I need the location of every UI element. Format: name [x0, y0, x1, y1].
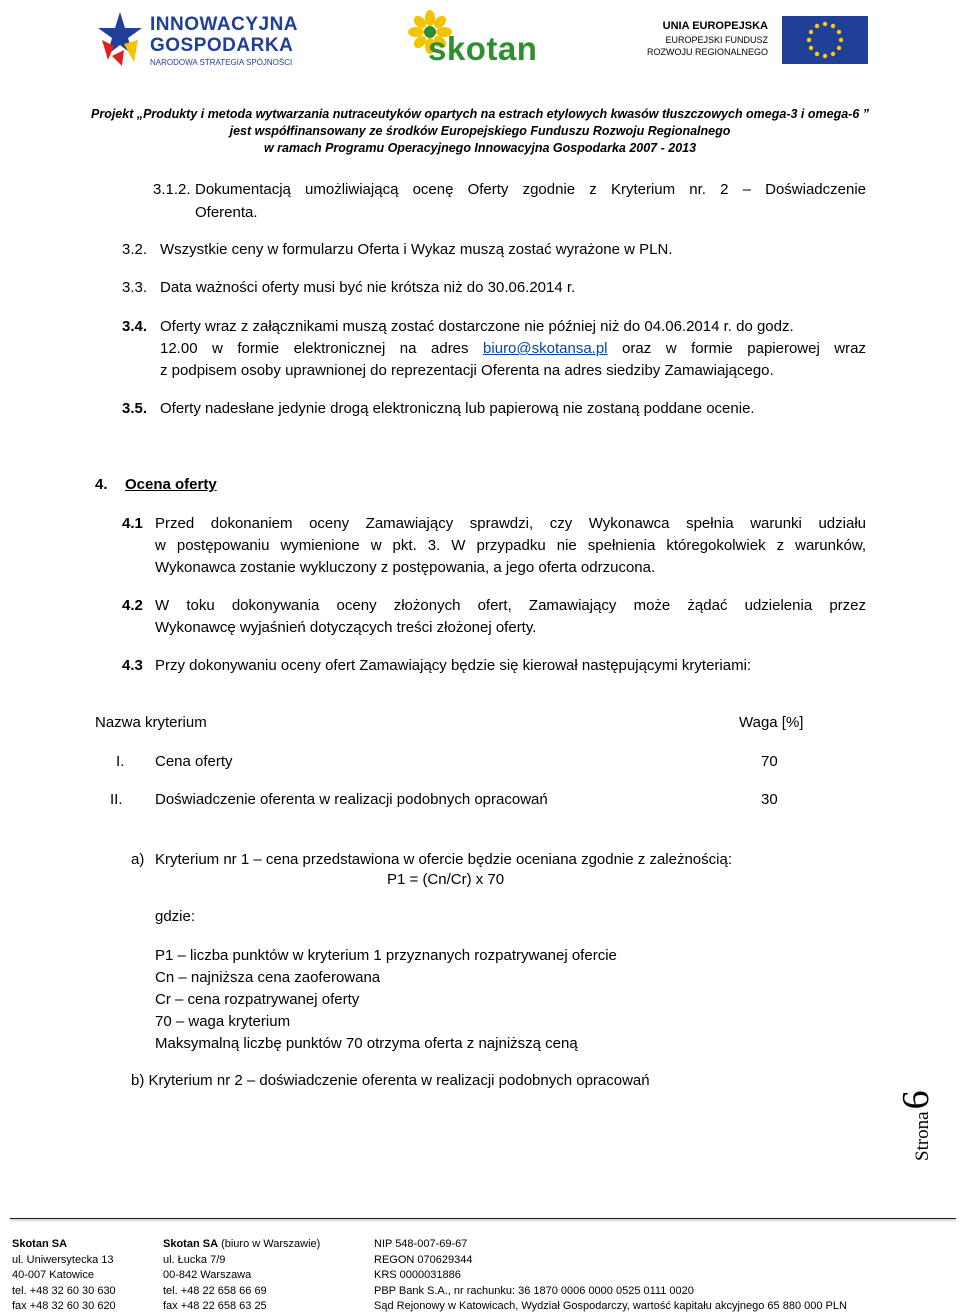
- logo-innowacyjna-line1: INNOWACYJNA: [150, 14, 299, 35]
- criterion-b-text: b) Kryterium nr 2 – doświadczenie oferenta w realizacji podobnych opracowań: [131, 1072, 650, 1089]
- project-line-1: Projekt „Produkty i metoda wytwarzania nutraceutyków opartych na estrach etylowych kwasów tłuszczowych omega-3 i omega-6 ”: [91, 107, 869, 121]
- table-row-2-weight: 30: [761, 791, 778, 808]
- table-row-2-name: Doświadczenie oferenta w realizacji podobnych opracowań: [155, 791, 548, 808]
- page-marker: [886, 1065, 946, 1161]
- criterion-a-text: Kryterium nr 1 – cena przedstawiona w ofercie będzie oceniana zgodnie z zależnością:: [155, 851, 732, 868]
- section-4-2-line1: W toku dokonywania oceny złożonych ofert, Zamawiający może żądać udzielenia przez: [155, 597, 866, 614]
- section-4-2-number: 4.2: [122, 597, 143, 614]
- footer-phone: tel. +48 32 60 30 630: [12, 1284, 116, 1297]
- section-3-2-text: Wszystkie ceny w formularzu Oferta i Wykaz muszą zostać wyrażone w PLN.: [160, 241, 673, 258]
- innowacyjna-emblem-icon: [94, 10, 146, 68]
- section-3-4-number: 3.4.: [122, 318, 148, 335]
- footer-address-street: ul. Uniwersytecka 13: [12, 1253, 114, 1266]
- section-3-1-2-line2: Oferenta.: [195, 204, 258, 221]
- logo-unia-europejska: [646, 16, 868, 66]
- logo-innowacyjna-gospodarka: [94, 8, 304, 70]
- section-3-4-line2-end: oraz w formie papierowej wraz: [607, 340, 866, 357]
- table-header-weight: Waga [%]: [739, 714, 804, 731]
- footer-warsaw-title: [163, 1237, 320, 1253]
- section-4-3-text: Przy dokonywaniu oceny ofert Zamawiający będzie się kierował następującymi kryteriami:: [155, 657, 752, 674]
- footer-warsaw-phone: tel. +48 22 658 66 69: [163, 1284, 267, 1297]
- section-4-number: 4.: [95, 476, 108, 493]
- logo-innowacyjna-line3: NARODOWA STRATEGIA SPÓJNOŚCI: [150, 58, 293, 67]
- footer-warsaw-suffix: (biuro w Warszawie): [218, 1238, 321, 1250]
- logo-innowacyjna-line2: GOSPODARKA: [150, 35, 294, 56]
- section-3-3-text: Data ważności oferty musi być nie krótsza niż do 30.06.2014 r.: [160, 279, 576, 296]
- table-row-2-number: II.: [110, 791, 123, 808]
- section-4-2-line2: Wykonawcę wyjaśnień dotyczących treści złożonej oferty.: [155, 619, 537, 636]
- page-marker-label: Strona: [912, 1111, 933, 1161]
- section-3-4-line1: Oferty wraz z załącznikami muszą zostać dostarczone nie później niż do 04.06.2014 r. do godz.: [160, 318, 794, 335]
- section-3-2-number: 3.2.: [122, 241, 148, 258]
- section-3-3-number: 3.3.: [122, 279, 148, 296]
- section-3-5-text: Oferty nadesłane jedynie drogą elektroniczną lub papierową nie zostaną poddane ocenie.: [160, 400, 755, 417]
- criterion-a-label: a): [131, 851, 145, 868]
- footer-col-registry: [374, 1237, 847, 1315]
- footer-col-warszawa: [163, 1237, 320, 1315]
- formula-where: gdzie:: [155, 908, 196, 925]
- eu-flag-icon: [782, 16, 868, 64]
- section-3-4-line2: [160, 338, 866, 360]
- formula-def-p1: P1 – liczba punktów w kryterium 1 przyznanych rozpatrywanej ofercie: [155, 947, 617, 964]
- table-row-1-weight: 70: [761, 753, 778, 770]
- section-4-1-line3: Wykonawca zostanie wykluczony z postępowania, a jego oferta odrzucona.: [155, 559, 656, 576]
- project-line-3: w ramach Programu Operacyjnego Innowacyjna Gospodarka 2007 - 2013: [263, 141, 697, 155]
- footer-krs: KRS 0000031886: [374, 1269, 461, 1281]
- footer-bank: PBP Bank S.A., nr rachunku: 36 1870 0006 0000 0525 0111 0020: [374, 1284, 694, 1297]
- logo-skotan: [408, 10, 568, 68]
- footer-regon: REGON 070629344: [374, 1253, 473, 1266]
- section-3-1-2-line1: Dokumentacją umożliwiającą ocenę Oferty zgodnie z Kryterium nr. 2 – Doświadczenie: [195, 181, 866, 198]
- section-3-4-line2-start: 12.00 w formie elektronicznej na adres: [160, 340, 484, 357]
- logo-ue-line3: ROZWOJU REGIONALNEGO: [646, 47, 768, 57]
- table-header-name: Nazwa kryterium: [95, 714, 207, 731]
- logo-ue-line1: UNIA EUROPEJSKA: [662, 20, 768, 32]
- section-3-1-2-number: 3.1.2.: [153, 181, 191, 198]
- footer-warsaw-fax: fax +48 22 658 63 25: [163, 1300, 267, 1312]
- footer-court: Sąd Rejonowy w Katowicach, Wydział Gospodarczy, wartość kapitału akcyjnego 65 880 000 PLN: [374, 1300, 847, 1312]
- footer-divider: [10, 1218, 956, 1219]
- footer-company: Skotan SA: [12, 1238, 68, 1250]
- footer-fax: fax +48 32 60 30 620: [12, 1300, 116, 1312]
- table-row-1-number: I.: [116, 753, 125, 770]
- logo-skotan-text: skotan: [428, 30, 538, 67]
- section-4-title: Ocena oferty: [125, 476, 217, 493]
- email-link[interactable]: biuro@skotansa.pl: [483, 340, 608, 357]
- footer-col-katowice: [12, 1237, 116, 1315]
- section-3-5-number: 3.5.: [122, 400, 148, 417]
- formula-equation: P1 = (Cn/Cr) x 70: [387, 871, 505, 888]
- footer-nip: NIP 548-007-69-67: [374, 1238, 468, 1250]
- project-line-2: jest współfinansowany ze środków Europejskiego Funduszu Rozwoju Regionalnego: [229, 124, 731, 138]
- formula-def-weight: 70 – waga kryterium: [155, 1013, 291, 1030]
- section-4-1-line1: Przed dokonaniem oceny Zamawiający sprawdzi, czy Wykonawca spełnia warunki udziału: [155, 515, 866, 532]
- logo-ue-line2: EUROPEJSKI FUNDUSZ: [665, 35, 768, 45]
- table-row-1-name: Cena oferty: [155, 753, 233, 770]
- formula-def-cn: Cn – najniższa cena zaoferowana: [155, 969, 381, 986]
- footer-address-city: 40-007 Katowice: [12, 1269, 94, 1281]
- section-4-3-number: 4.3: [122, 657, 143, 674]
- formula-def-cr: Cr – cena rozpatrywanej oferty: [155, 991, 360, 1008]
- section-3-4-line3: z podpisem osoby uprawnionej do reprezentacji Oferenta na adres siedziby Zamawiającego.: [160, 362, 774, 379]
- section-4-1-line2: w postępowaniu wymienione w pkt. 3. W przypadku nie spełnienia któregokolwiek z warunków,: [155, 537, 866, 554]
- page-marker-number: 6: [895, 1090, 937, 1110]
- formula-def-max: Maksymalną liczbę punktów 70 otrzyma oferta z najniższą ceną: [155, 1035, 578, 1052]
- section-4-1-number: 4.1: [122, 515, 143, 532]
- footer-warsaw-city: 00-842 Warszawa: [163, 1269, 252, 1281]
- footer-warsaw-company: Skotan SA: [163, 1238, 219, 1250]
- footer-warsaw-street: ul. Łucka 7/9: [163, 1253, 226, 1266]
